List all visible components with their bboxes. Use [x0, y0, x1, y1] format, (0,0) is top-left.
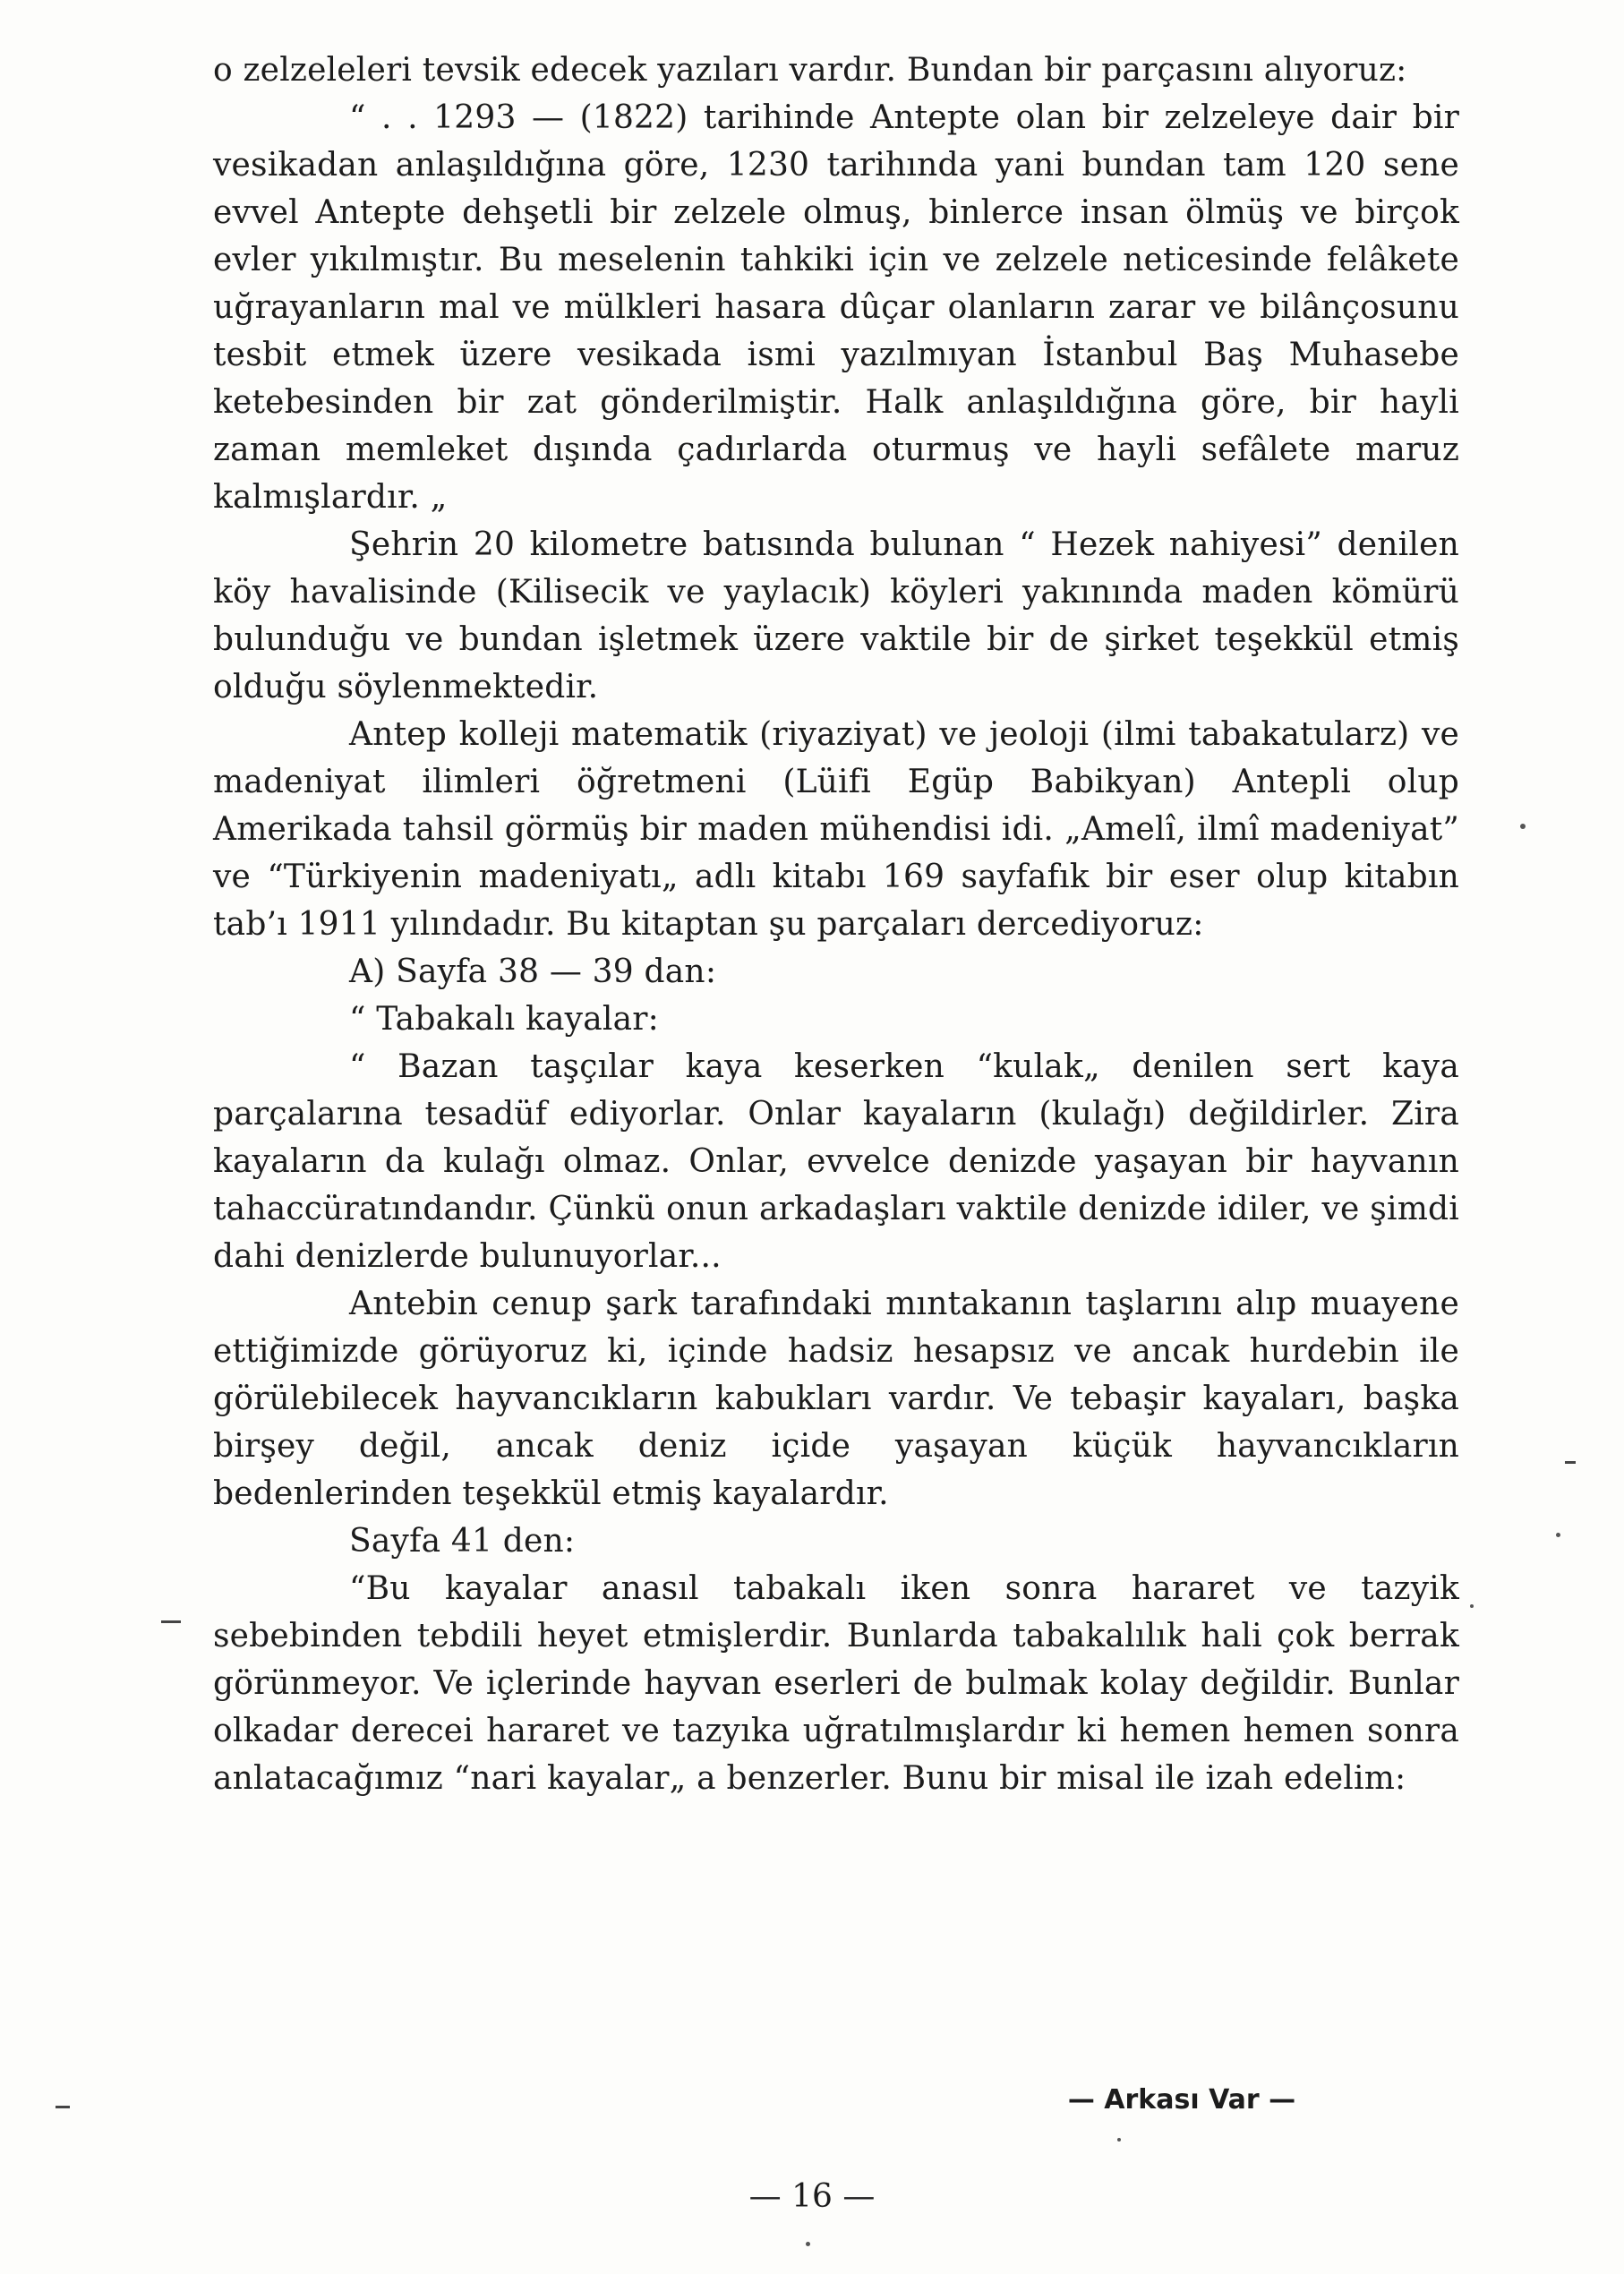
scan-speck	[806, 2242, 810, 2246]
margin-mark	[56, 2106, 70, 2108]
paragraph-southeast-stones: Antebin cenup şark tarafındaki mıntakanın taşlarını alıp muayene ettiğimizde görüyoruz ki, içinde hadsiz hesapsız ve ancak hurdebin ile görülebilecek hayvancıkların kabukları vardır. Ve tebaşir kayaları, başka birşey değil, ancak deniz içide yaşayan küçük hayvancıkların bedenlerinden teşekkül etmiş kayalardır.	[213, 1286, 1459, 1512]
section-heading-page-41: Sayfa 41 den:	[349, 1523, 576, 1560]
paragraph-antep-college: Antep kolleji matematik (riyaziyat) ve jeoloji (ilmi tabakatularz) ve madeniyat ilimleri öğretmeni (Lüifi Egüp Babikyan) Antepli olup Amerikada tahsil görmüş bir maden mühendisi idi. „Amelî, ilmî madeniyat” ve “Türkiyenin madeniyatı„ adlı kitabı 169 sayfafık bir eser olup kitabın tab’ı 1911 yılındadır. Bu kitaptan şu parçaları dercediyoruz:	[213, 716, 1459, 943]
subheading-layered-rocks: “ Tabakalı kayalar:	[349, 1001, 659, 1038]
scan-speck	[1556, 1533, 1560, 1537]
margin-mark	[1565, 1461, 1576, 1464]
scan-speck	[1470, 1604, 1474, 1608]
paragraph-coal-deposits: Şehrin 20 kilometre batısında bulunan “ Hezek nahiyesi” denilen köy havalisinde (Kilisecik ve yaylacık) köyleri yakınında maden kömürü bulunduğu ve bundan işletmek üzere vaktile bir de şirket teşekkül etmiş olduğu söylenmektedir.	[213, 526, 1459, 705]
page-number: — 16 —	[748, 2178, 876, 2215]
paragraph-earthquake-quote: “ . . 1293 — (1822) tarihinde Antepte olan bir zelzeleye dair bir vesikadan anlaşıldığına göre, 1230 tarihında yani bundan tam 120 sene evvel Antepte dehşetli bir zelzele olmuş, binlerce insan ölmüş ve birçok evler yıkılmıştır. Bu meselenin tahkiki için ve zelzele neticesinde felâkete uğrayanların mal ve mülkleri hasara dûçar olanların zarar ve bilânçosunu tesbit etmek üzere vesikada ismi yazılmıyan İstanbul Baş Muhasebe ketebesinden bir zat gönderilmiştir. Halk anlaşıldığına göre, bir hayli zaman memleket dışında çadırlarda oturmuş ve hayli sefâlete maruz kalmışlardır. „	[213, 99, 1459, 516]
paragraph-metamorphic: “Bu kayalar anasıl tabakalı iken sonra hararet ve tazyik sebebinden tebdili heyet etmişlerdir. Bunlarda tabakalılık hali çok berrak görünmeyor. Ve içlerinde hayvan eserleri de bulmak kolay değildir. Bunlar olkadar derecei hararet ve tazyıka uğratılmışlardır ki hemen hemen sonra anlatacağımız “nari kayalar„ a benzerler. Bunu bir misal ile izah edelim:	[213, 1570, 1459, 1797]
section-heading-page-38-39: A) Sayfa 38 — 39 dan:	[349, 953, 717, 990]
paragraph-intro: o zelzeleleri tevsik edecek yazıları vardır. Bundan bir parçasını alıyoruz:	[213, 52, 1407, 89]
continued-note: — Arkası Var —	[1067, 2084, 1296, 2116]
scan-speck	[1520, 824, 1526, 829]
margin-mark	[161, 1620, 181, 1623]
article-body	[213, 47, 1459, 1802]
paragraph-stonecutters: “ Bazan taşçılar kaya keserken “kulak„ denilen sert kaya parçalarına tesadüf ediyorlar. Onlar kayaların (kulağı) değildirler. Zira kayaların da kulağı olmaz. Onlar, evvelce denizde yaşayan bir hayvanın tahaccüratındandır. Çünkü onun arkadaşları vaktile denizde idiler, ve şimdi dahi denizlerde bulunuyorlar...	[213, 1048, 1459, 1275]
scan-speck	[1117, 2138, 1121, 2141]
